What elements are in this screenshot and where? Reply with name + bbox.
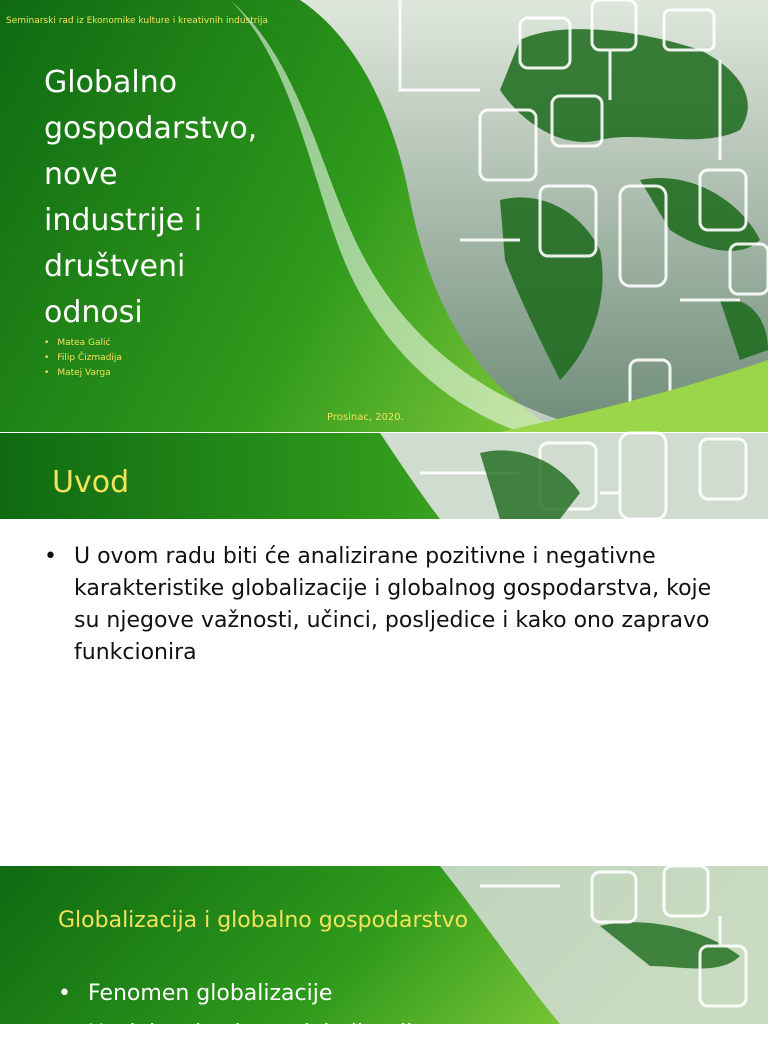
globalization-slide — [0, 866, 768, 1046]
author-list — [44, 336, 122, 381]
title-line: gospodarstvo, — [44, 111, 258, 146]
title-line: Globalno — [44, 65, 178, 100]
intro-slide — [0, 433, 768, 867]
course-header: Seminarski rad iz Ekonomike kulture i kreativnih industrija — [6, 16, 269, 26]
title-line: nove — [44, 157, 118, 192]
author-item: • Matea Galić — [44, 336, 122, 351]
bullet-list — [44, 541, 734, 669]
slide-title: Globalizacija i globalno gospodarstvo — [58, 908, 469, 933]
bullet-item: • U ovom radu biti će analizirane pozitivne i negativne karakteristike globalizacije i globalnog gospodarstva, koje su njegove važnosti, učinci, posljedice i kako ono zapravo funkcionira — [44, 541, 734, 669]
author-item: • Matej Varga — [44, 366, 122, 381]
title-line: odnosi — [44, 295, 143, 330]
bullet-item: • Fenomen globalizacije — [58, 974, 426, 1014]
slide-title — [44, 60, 294, 336]
bullet-list — [58, 974, 426, 1054]
slide-title: Uvod — [52, 465, 130, 500]
presentation-date: Prosinac, 2020. — [327, 412, 404, 423]
author-item: • Filip Čizmadija — [44, 351, 122, 366]
title-slide — [0, 0, 768, 432]
title-line: društveni — [44, 249, 186, 284]
bullet-item: • Uspjeh zakonitost globalizacije — [58, 1014, 426, 1054]
title-line: industrije i — [44, 203, 203, 238]
